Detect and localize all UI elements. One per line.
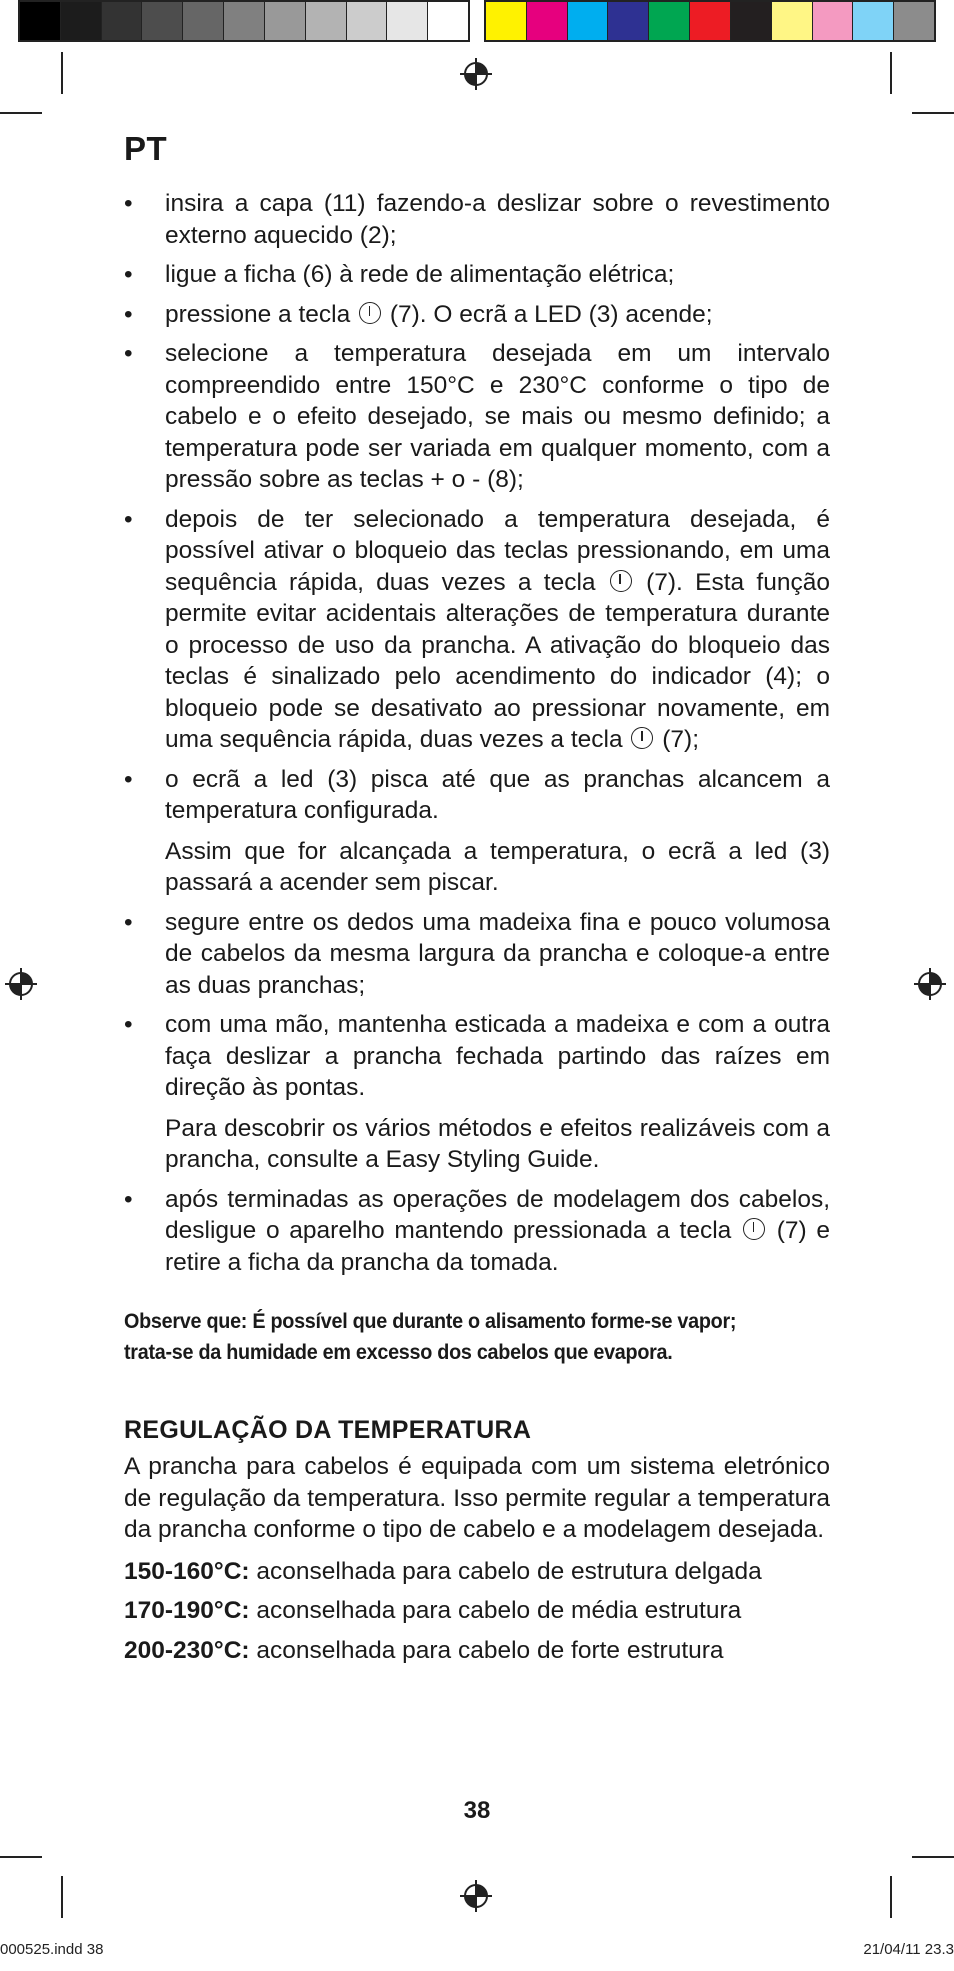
step-text: depois de ter selecionado a temperatura desejada, é possível ativar o bloqueio das teclas pressionando, em uma sequência rápida, duas vezes a tecla — [165, 505, 830, 596]
temperature-description: aconselhada para cabelo de média estrutura — [249, 1597, 742, 1624]
power-icon — [743, 1218, 765, 1240]
crop-mark-bottom-left-vertical — [61, 1876, 63, 1918]
temperature-range: 150-160°C: — [124, 1557, 250, 1585]
registration-mark-left-icon — [5, 968, 37, 1000]
gray-swatch-9 — [347, 2, 388, 40]
page-number: 38 — [463, 1797, 491, 1824]
list-item — [124, 504, 830, 756]
step-text: selecione a temperatura desejada em um intervalo compreendido entre 150°C e 230°C conforme o tipo de cabelo e o efeito desejado, se mais ou mesmo definido; a temperatura pode ser variada em qualquer momento, com a pressão sobre as teclas + o - (8); — [165, 340, 830, 493]
bullet: • — [124, 300, 133, 328]
list-item — [124, 188, 830, 251]
step-text: ligue a ficha (6) à rede de alimentação elétrica; — [165, 261, 675, 288]
color-swatch-11 — [894, 2, 934, 40]
registration-mark-bottom-icon — [460, 1880, 492, 1912]
bullet: • — [124, 505, 133, 533]
crop-mark-bottom-left-horizontal — [0, 1856, 42, 1858]
color-swatch-4 — [608, 2, 649, 40]
temperature-description: aconselhada para cabelo de forte estrutura — [249, 1636, 724, 1664]
color-swatch-1 — [486, 2, 527, 40]
crop-mark-top-left-vertical — [61, 52, 63, 94]
power-icon — [610, 570, 632, 592]
bullet: • — [124, 261, 133, 288]
step-text: (7) e retire a ficha da prancha da tomada. — [165, 1217, 830, 1276]
gray-swatch-1 — [20, 2, 61, 40]
grayscale-calibration-bar — [18, 0, 470, 42]
color-swatch-9 — [813, 2, 854, 40]
bullet: • — [124, 1011, 133, 1038]
file-slug: 000525.indd 38 — [0, 1941, 104, 1958]
gray-swatch-3 — [102, 2, 143, 40]
gray-swatch-11 — [428, 2, 468, 40]
list-item — [124, 1184, 830, 1279]
temperature-row — [124, 1635, 830, 1667]
temperature-row — [124, 1595, 830, 1627]
gray-swatch-7 — [265, 2, 306, 40]
note-line: trata-se da humidade em excesso dos cabelos que evapora. — [124, 1340, 673, 1364]
step-text: após terminadas as operações de modelagem dos cabelos, desligue o aparelho mantendo pressionada a tecla — [165, 1185, 830, 1244]
step-text: pressione a tecla — [165, 300, 351, 328]
list-item — [124, 338, 830, 496]
list-item — [124, 299, 830, 331]
color-swatch-6 — [690, 2, 731, 40]
step-text: (7). O ecrã a LED (3) acende; — [389, 300, 713, 328]
registration-mark-right-icon — [914, 968, 946, 1000]
step-extra-text: Assim que for alcançada a temperatura, o ecrã a led (3) passará a acender sem piscar. — [165, 837, 830, 896]
power-icon — [631, 727, 653, 749]
crop-mark-bottom-right-horizontal — [912, 1856, 954, 1858]
bullet: • — [124, 908, 133, 936]
color-swatch-7 — [731, 2, 772, 40]
color-swatch-10 — [853, 2, 894, 40]
crop-mark-top-left-horizontal — [0, 112, 42, 114]
list-item — [124, 259, 830, 291]
gray-swatch-10 — [387, 2, 428, 40]
temperature-range: 200-230°C: — [124, 1636, 250, 1664]
list-item — [124, 907, 830, 1002]
gray-swatch-4 — [142, 2, 183, 40]
list-item — [124, 764, 830, 899]
bullet: • — [124, 190, 133, 217]
gray-swatch-5 — [183, 2, 224, 40]
step-text: (7). Esta função permite evitar acidentais alterações de temperatura durante o processo de uso da prancha. A ativação do bloqueio das teclas é sinalizado pelo acendimento do indicador (4); o bloqueio pode se desativato ao pressionar novamente, em uma sequência rápida, duas vezes a tecla — [165, 568, 830, 753]
temperature-description: aconselhada para cabelo de estrutura delgada — [249, 1557, 762, 1585]
power-icon — [359, 302, 381, 324]
step-text: segure entre os dedos uma madeixa fina e pouco volumosa de cabelos da mesma largura da prancha e coloque-a entre as duas pranchas; — [165, 908, 830, 999]
bullet: • — [124, 340, 133, 367]
registration-mark-top-icon — [460, 58, 492, 90]
color-swatch-8 — [772, 2, 813, 40]
crop-mark-top-right-vertical — [890, 52, 892, 94]
step-text: (7); — [662, 726, 699, 753]
section-title: REGULAÇÃO DA TEMPERATURA — [124, 1416, 532, 1444]
instruction-list — [124, 188, 830, 1278]
crop-mark-bottom-right-vertical — [890, 1876, 892, 1918]
step-text: com uma mão, mantenha esticada a madeixa e com a outra faça deslizar a prancha fechada partindo das raízes em direção às pontas. — [165, 1011, 830, 1101]
color-swatch-3 — [568, 2, 609, 40]
color-swatch-2 — [527, 2, 568, 40]
step-text: o ecrã a led (3) pisca até que as pranchas alcancem a temperatura configurada. — [165, 765, 830, 824]
step-extra-text: Para descobrir os vários métodos e efeitos realizáveis com a prancha, consulte a Easy Styling Guide. — [165, 1114, 830, 1173]
note — [124, 1306, 832, 1368]
language-heading: PT — [124, 130, 168, 167]
page-content — [124, 130, 830, 1674]
color-calibration-bar — [484, 0, 936, 42]
gray-swatch-2 — [61, 2, 102, 40]
list-item — [124, 1009, 830, 1176]
color-swatch-5 — [649, 2, 690, 40]
gray-swatch-8 — [306, 2, 347, 40]
bullet: • — [124, 1185, 133, 1213]
temperature-range: 170-190°C: — [124, 1597, 250, 1624]
note-line: Observe que: É possível que durante o alisamento forme-se vapor; — [124, 1309, 737, 1333]
gray-swatch-6 — [224, 2, 265, 40]
crop-mark-top-right-horizontal — [912, 112, 954, 114]
section-paragraph: A prancha para cabelos é equipada com um sistema eletrónico de regulação da temperatura. Isso permite regular a temperatura da prancha conforme o tipo de cabelo e a modelagem desejada. — [124, 1453, 830, 1543]
step-text: insira a capa (11) fazendo-a deslizar sobre o revestimento externo aquecido (2); — [165, 190, 830, 249]
temperature-row — [124, 1556, 830, 1588]
bullet: • — [124, 765, 133, 793]
date-slug: 21/04/11 23.3 — [863, 1941, 954, 1958]
